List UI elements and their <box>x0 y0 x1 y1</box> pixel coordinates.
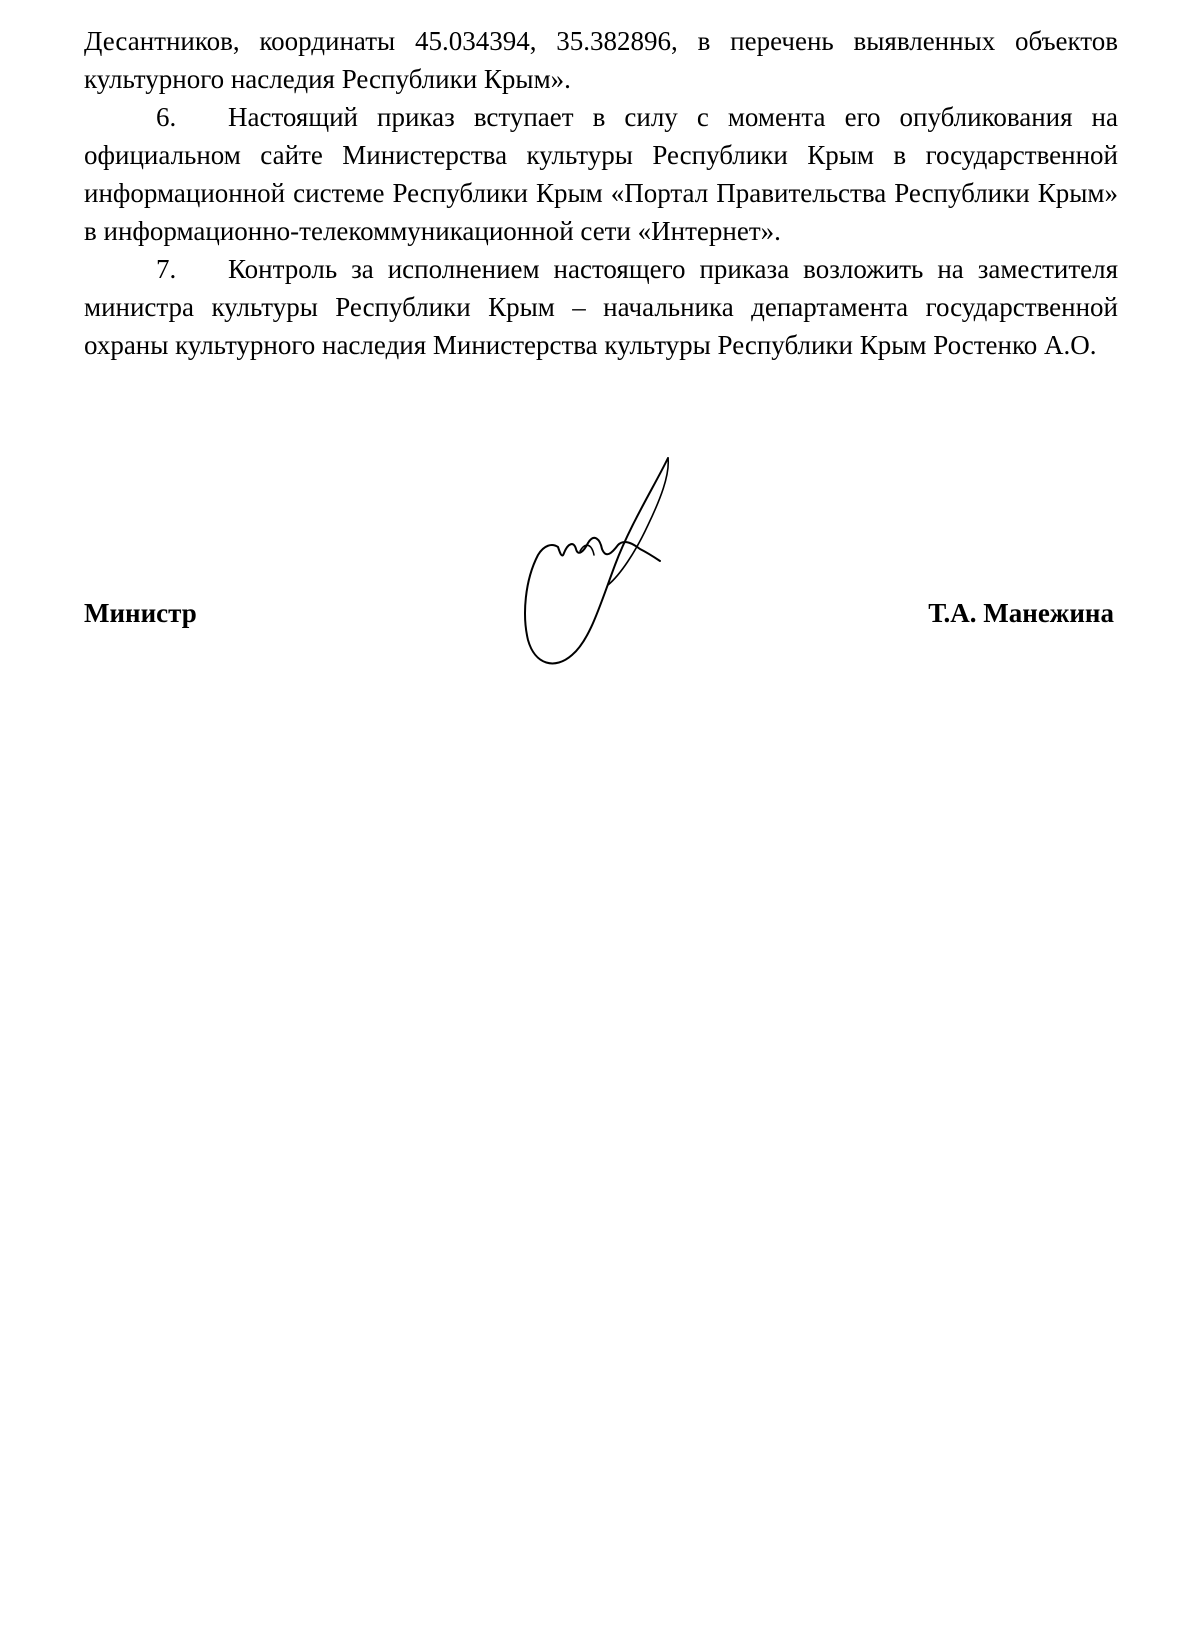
signatory-name: Т.А. Манежина <box>928 598 1114 628</box>
paragraph-7 <box>84 250 1118 364</box>
paragraph-text: Контроль за исполнением настоящего приказа возложить на заместителя министра культуры Республики Крым – начальника департамента государственной охраны культурного наследия Министерства культуры Республики Крым Ростенко А.О. <box>84 254 1118 360</box>
paragraph-number: 6. <box>156 102 177 132</box>
paragraph-6 <box>84 98 1118 250</box>
paragraph-text: Десантников, координаты 45.034394, 35.382896, в перечень выявленных объектов культурного наследия Республики Крым». <box>84 26 1118 94</box>
paragraph-number: 7. <box>156 254 177 284</box>
position-title: Министр <box>84 598 197 628</box>
paragraph-text: Настоящий приказ вступает в силу с момента его опубликования на официальном сайте Министерства культуры Республики Крым в государственной информационной системе Республики Крым «Портал Правительства Республики Крым» в информационно-телекоммуникационной сети «Интернет». <box>84 102 1118 246</box>
paragraph-continuation <box>84 22 1118 98</box>
document-body <box>84 22 1118 364</box>
handwritten-signature-icon <box>520 455 690 680</box>
